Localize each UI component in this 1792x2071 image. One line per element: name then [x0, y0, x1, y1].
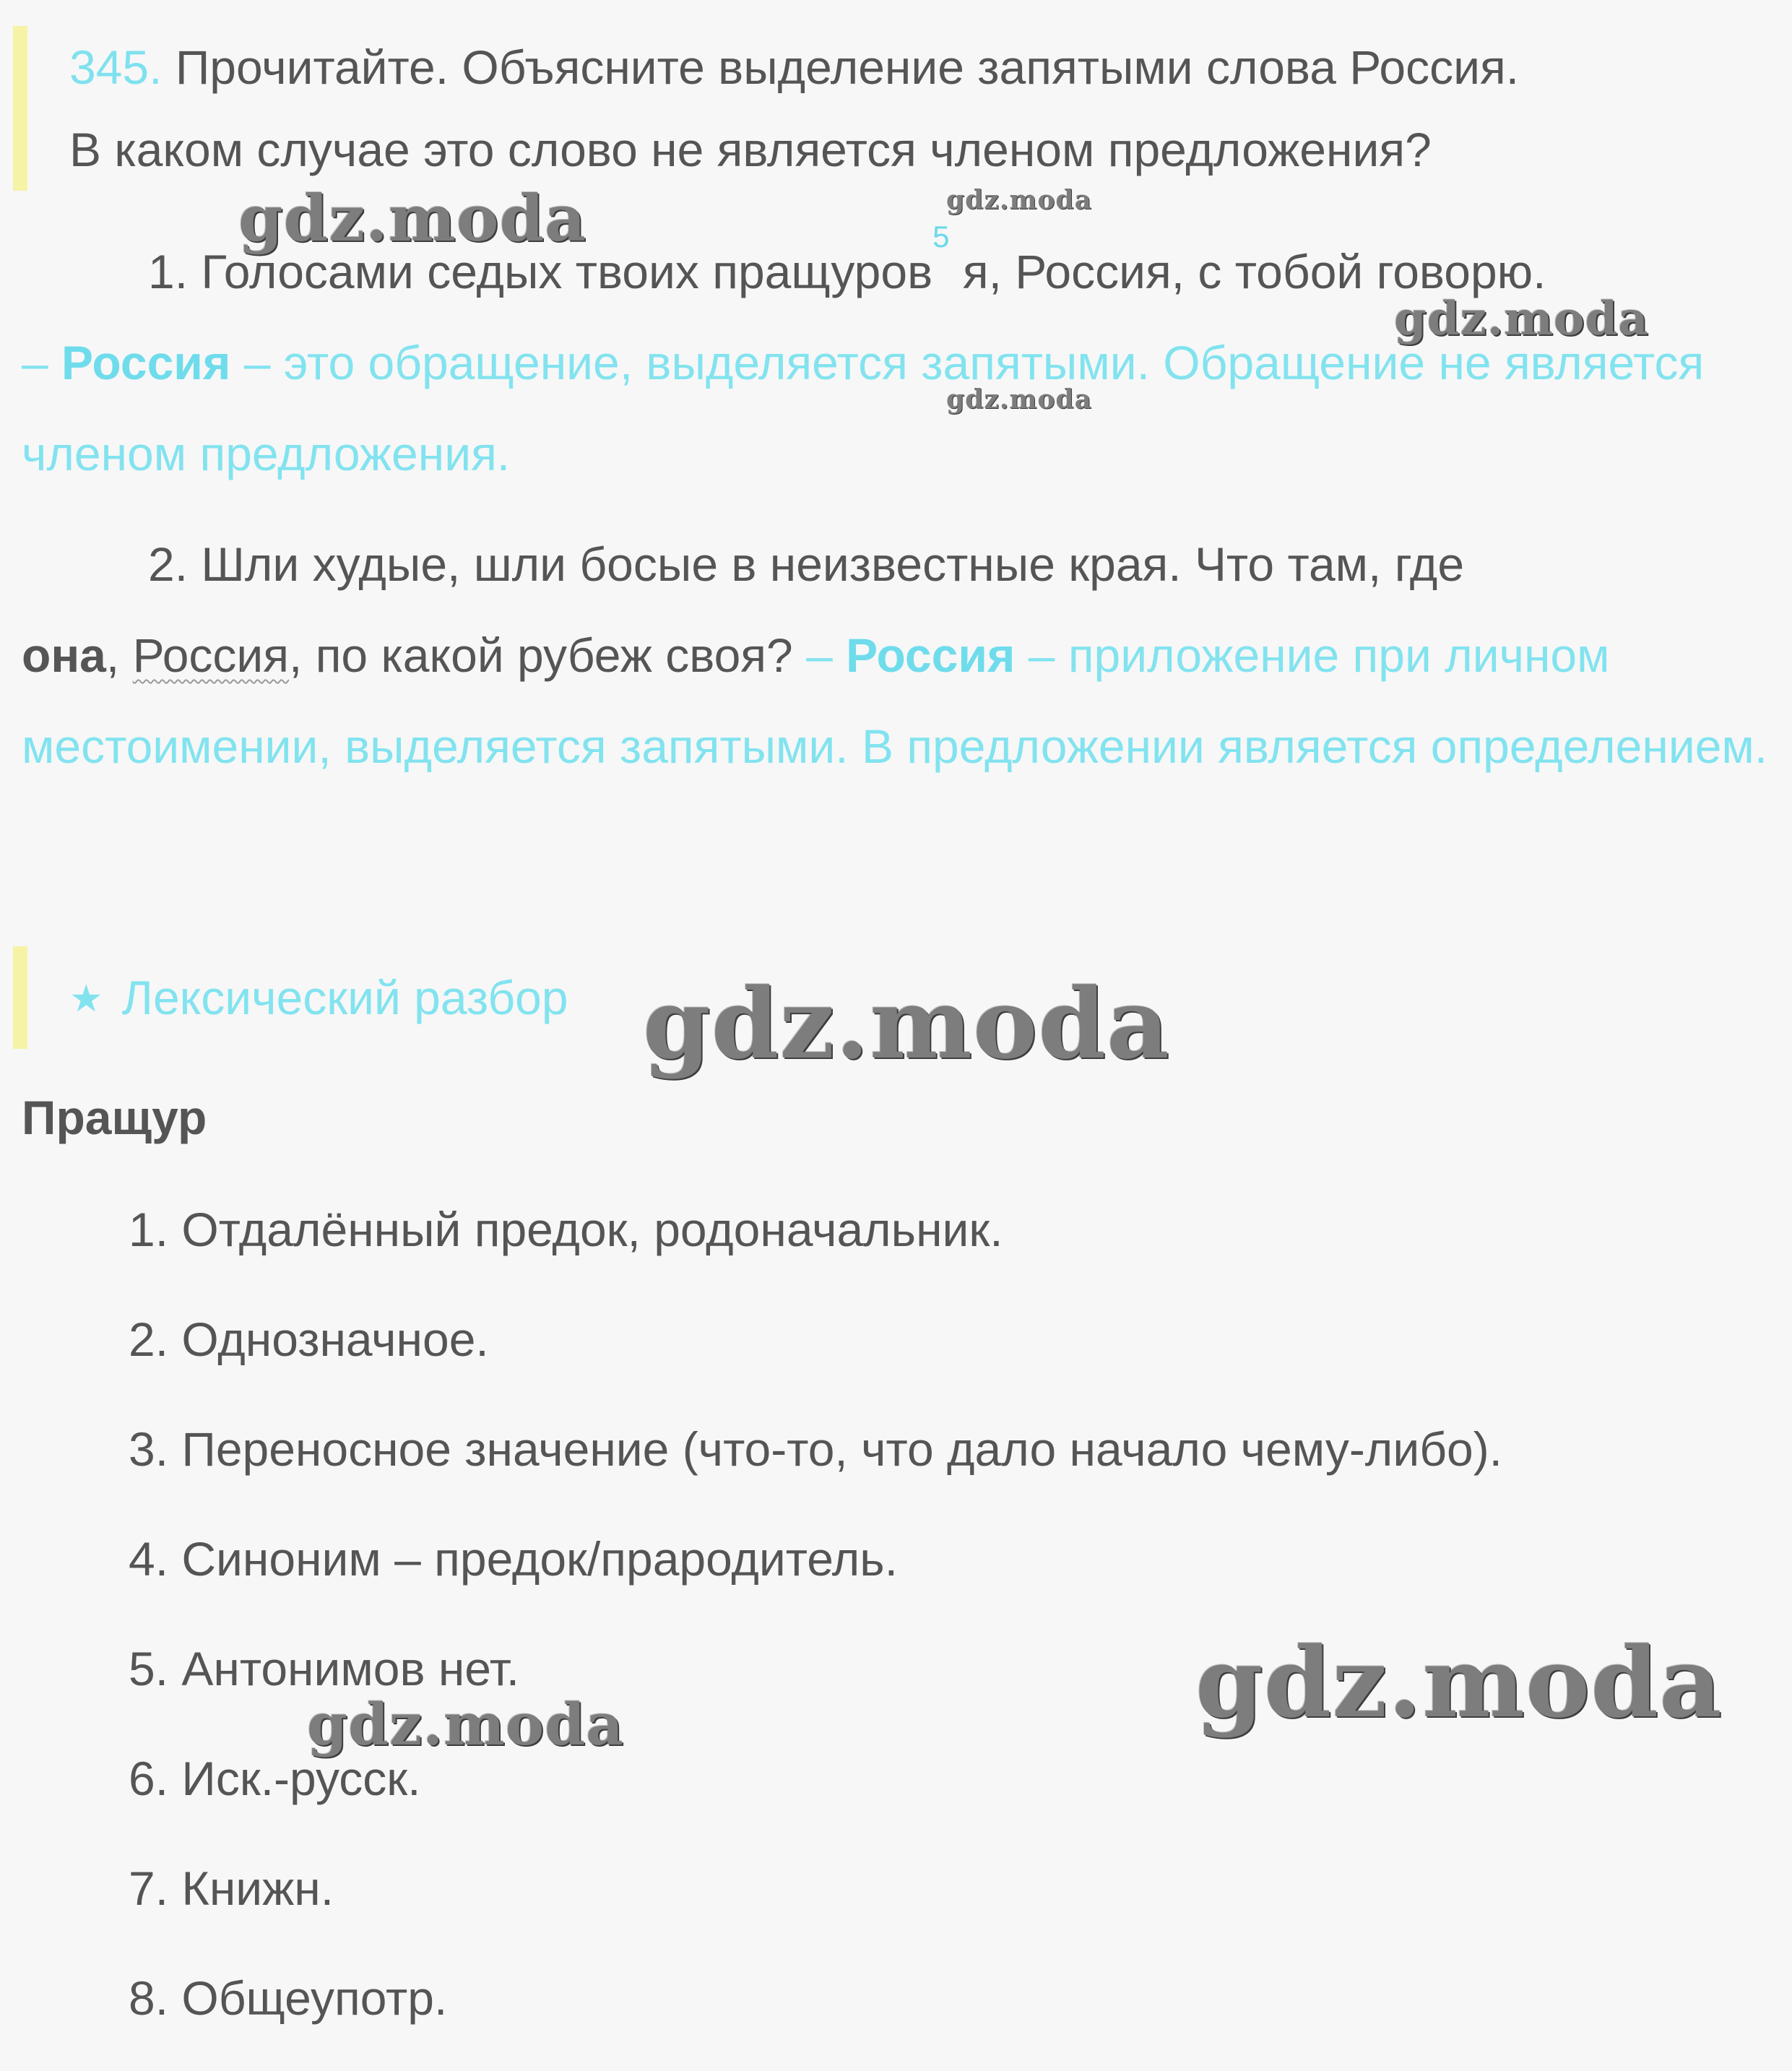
example-2-text-end: , по какой рубеж своя?	[289, 628, 807, 682]
task-block	[13, 26, 1792, 191]
watermark-logo: gdz.moda	[946, 384, 1092, 415]
watermark-logo: gdz.moda	[1195, 1625, 1723, 1739]
watermark-logo: gdz.moda	[643, 967, 1170, 1081]
answer-2-word: Россия	[846, 628, 1016, 682]
example-2-comma: ,	[105, 628, 133, 682]
example-1-text-end: я, Россия, с тобой говорю.	[949, 245, 1546, 298]
list-item: 8. Общеупотр.	[129, 1971, 448, 2025]
answer-1-text: – это обращение, выделяется запятыми. Обращение не является членом предложения.	[22, 336, 1705, 480]
list-item: 4. Синоним – предок/прародитель.	[129, 1532, 898, 1586]
watermark-logo: gdz.moda	[1394, 292, 1649, 346]
answer-1-dash: –	[22, 336, 62, 389]
list-item: 6. Иск.-русск.	[129, 1752, 421, 1805]
analyzed-word: Пращур	[22, 1091, 207, 1144]
list-item: 1. Отдалённый предок, родоначальник.	[129, 1203, 1003, 1256]
example-1	[22, 220, 1777, 499]
answer-1	[22, 336, 1704, 480]
example-2-text: 2. Шли худые, шли босые в неизвестные края. Что там, где	[148, 537, 1465, 591]
watermark-logo: gdz.moda	[307, 1690, 624, 1758]
watermark-logo: gdz.moda	[238, 181, 587, 256]
list-item: 3. Переносное значение (что-то, что дало начало чему-либо).	[129, 1422, 1503, 1476]
task-question-1: Прочитайте. Объясните выделение запятыми слова Россия.	[175, 40, 1520, 94]
lexical-title: Лексический разбор	[121, 971, 568, 1024]
answer-1-word: Россия	[61, 336, 231, 389]
answer-2-text: – приложение при личном местоимении, выделяется запятыми. В предложении является определением.	[22, 628, 1768, 773]
task-number: 345.	[69, 40, 163, 94]
task-question-2: В каком случае это слово не является членом предложения?	[69, 123, 1432, 176]
example-2-pronoun: она	[22, 628, 106, 682]
lexical-list	[129, 1185, 1502, 2063]
star-icon: ★	[69, 978, 103, 1020]
example-1-text: 1. Голосами седых твоих пращуров	[148, 245, 933, 298]
watermark-logo: gdz.moda	[946, 185, 1092, 215]
list-item: 5. Антонимов нет.	[129, 1642, 520, 1695]
footnote-marker: 5	[932, 220, 950, 254]
answer-2-dash: –	[806, 628, 847, 682]
list-item: 2. Однозначное.	[129, 1313, 489, 1366]
task-line-1	[69, 26, 1792, 108]
example-2-apposition: Россия	[132, 628, 290, 682]
list-item: 7. Книжн.	[129, 1862, 334, 1915]
lexical-header	[13, 946, 568, 1049]
example-2	[22, 519, 1777, 792]
